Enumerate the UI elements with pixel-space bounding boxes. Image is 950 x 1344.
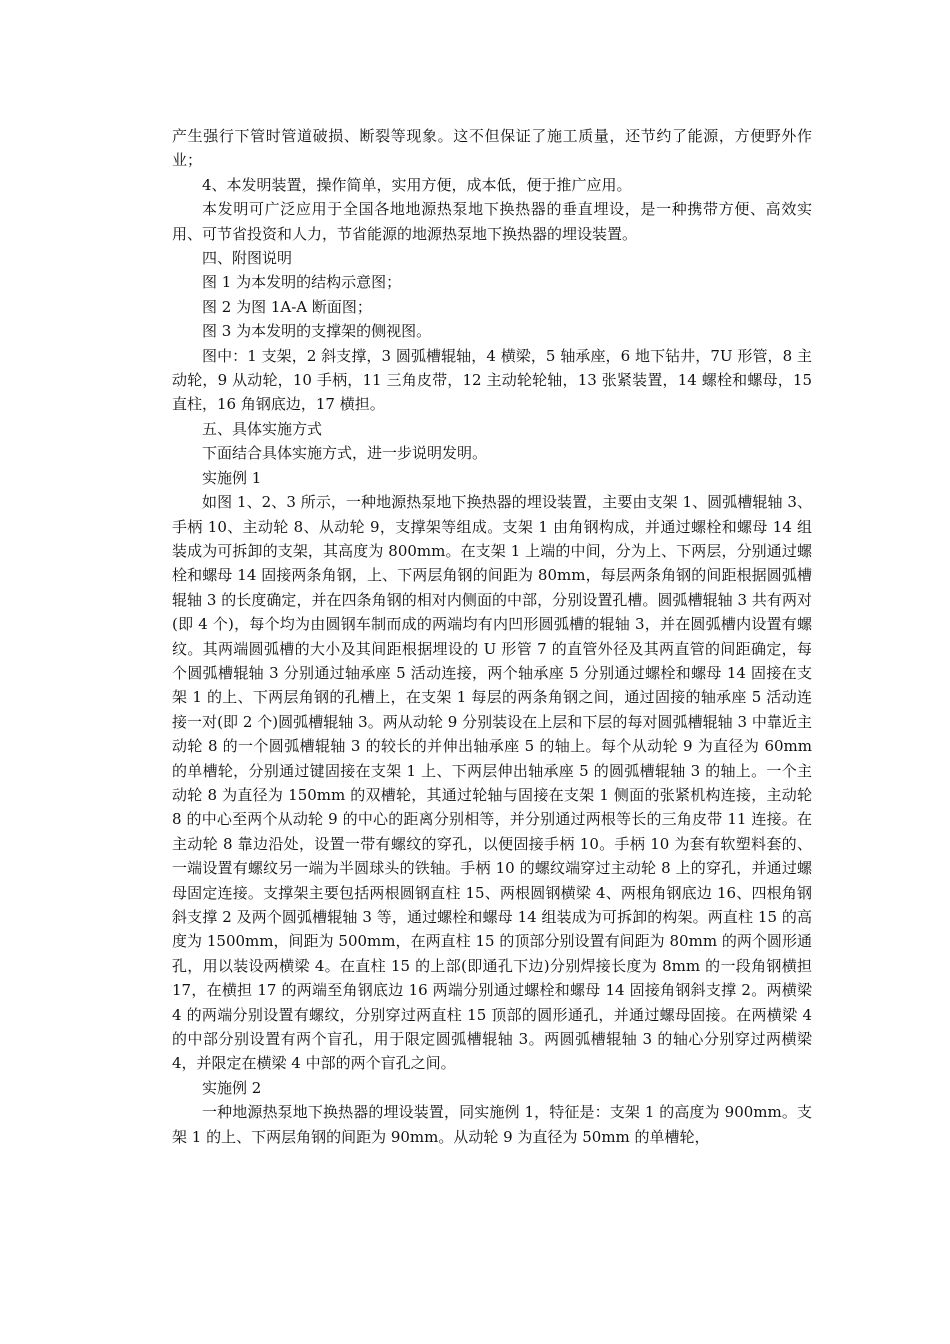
document-page [172,124,812,1149]
example-heading-1: 实施例 1 [202,468,262,487]
paragraph-continuation: 产生强行下管时管道破损、断裂等现象。这不但保证了施工质量，还节约了能源，方便野外作业； [172,127,812,170]
paragraph-intro: 下面结合具体实施方式，进一步说明发明。 [202,444,488,463]
paragraph-application: 本发明可广泛应用于全国各地地源热泵地下换热器的垂直埋设，是一种携带方便、高效实用、可节省投资和人力，节省能源的地源热泵地下换热器的埋设装置。 [172,200,812,243]
figure-caption-2: 图 2 为图 1A-A 断面图； [202,297,372,316]
example-2-body: 一种地源热泵地下换热器的埋设装置，同实施例 1，特征是：支架 1 的高度为 900mm。支架 1 的上、下两层角钢的间距为 90mm。从动轮 9 为直径为 50mm 的单槽轮， [172,1103,812,1146]
figure-caption-3: 图 3 为本发明的支撑架的侧视图。 [202,322,432,341]
figure-caption-1: 图 1 为本发明的结构示意图； [202,273,402,292]
section-heading-embodiments: 五、具体实施方式 [202,419,323,438]
example-heading-2: 实施例 2 [202,1078,262,1097]
paragraph-advantage-4: 4、本发明装置，操作简单，实用方便，成本低，便于推广应用。 [202,175,632,194]
example-1-body: 如图 1、2、3 所示，一种地源热泵地下换热器的埋设装置，主要由支架 1、圆弧槽辊轴 3、手柄 10、主动轮 8、从动轮 9，支撑架等组成。支架 1 由角钢构成，并通过螺栓和螺母 14 组装成为可拆卸的支架，其高度为 800mm。在支架 1 上端的中间，分为上、下两层，分别通过螺栓和螺母 14 固接两条角钢，上、下两层角钢的间距为 80mm，每层两条角钢的间距根据圆弧槽辊轴 3 的长度确定，并在四条角钢的相对内侧面的中部，分别设置孔槽。圆弧槽辊轴 3 共有两对(即 4 个)，每个均为由圆钢车制而成的两端均有内凹形圆弧槽的辊轴 3，并在圆弧槽内设置有螺纹。其两端圆弧槽的大小及其间距根据埋设的 U 形管 7 的直管外径及其两直管的间距确定，每个圆弧槽辊轴 3 分别通过轴承座 5 活动连接，两个轴承座 5 分别通过螺栓和螺母 14 固接在支架 1 的上、下两层角钢的孔槽上，在支架 1 每层的两条角钢之间，通过固接的轴承座 5 活动连接一对(即 2 个)圆弧槽辊轴 3。两从动轮 9 分别装设在上层和下层的每对圆弧槽辊轴 3 中靠近主动轮 8 的一个圆弧槽辊轴 3 的较长的并伸出轴承座 5 的轴上。每个从动轮 9 为直径为 60mm 的单槽轮，分别通过键固接在支架 1 上、下两层伸出轴承座 5 的圆弧槽辊轴 3 的轴上。一个主动轮 8 为直径为 150mm 的双槽轮，其通过轮轴与固接在支架 1 侧面的张紧机构连接，主动轮 8 的中心至两个从动轮 9 的中心的距离分别相等，并分别通过两根等长的三角皮带 11 连接。在主动轮 8 靠边沿处，设置一带有螺纹的穿孔，以便固接手柄 10。手柄 10 为套有软塑料套的、一端设置有螺纹另一端为半圆球头的铁轴。手柄 10 的螺纹端穿过主动轮 8 上的穿孔，并通过螺母固定连接。支撑架主要包括两根圆钢直柱 15、两根圆钢横梁 4、两根角钢底边 16、四根角钢斜支撑 2 及两个圆弧槽辊轴 3 等，通过螺栓和螺母 14 组装成为可拆卸的构架。两直柱 15 的高度为 1500mm，间距为 500mm，在两直柱 15 的顶部分别设置有间距为 80mm 的两个圆形通孔，用以装设两横梁 4。在直柱 15 的上部(即通孔下边)分别焊接长度为 8mm 的一段角钢横担 17，在横担 17 的两端至角钢底边 16 两端分别通过螺栓和螺母 14 固接角钢斜支撑 2。两横梁 4 的两端分别设置有螺纹，分别穿过两直柱 15 顶部的圆形通孔，并通过螺母固接。在两横梁 4 的中部分别设置有两个盲孔，用于限定圆弧槽辊轴 3。两圆弧槽辊轴 3 的轴心分别穿过两横梁 4，并限定在横梁 4 中部的两个盲孔之间。 [172,493,812,1073]
figure-legend: 图中：1 支架，2 斜支撑，3 圆弧槽辊轴，4 横梁，5 轴承座，6 地下钻井，7U 形管，8 主动轮，9 从动轮，10 手柄，11 三角皮带，12 主动轮轮轴，13 张紧装置，14 螺栓和螺母，15 直柱，16 角钢底边，17 横担。 [172,346,812,414]
section-heading-figures: 四、附图说明 [202,249,293,268]
